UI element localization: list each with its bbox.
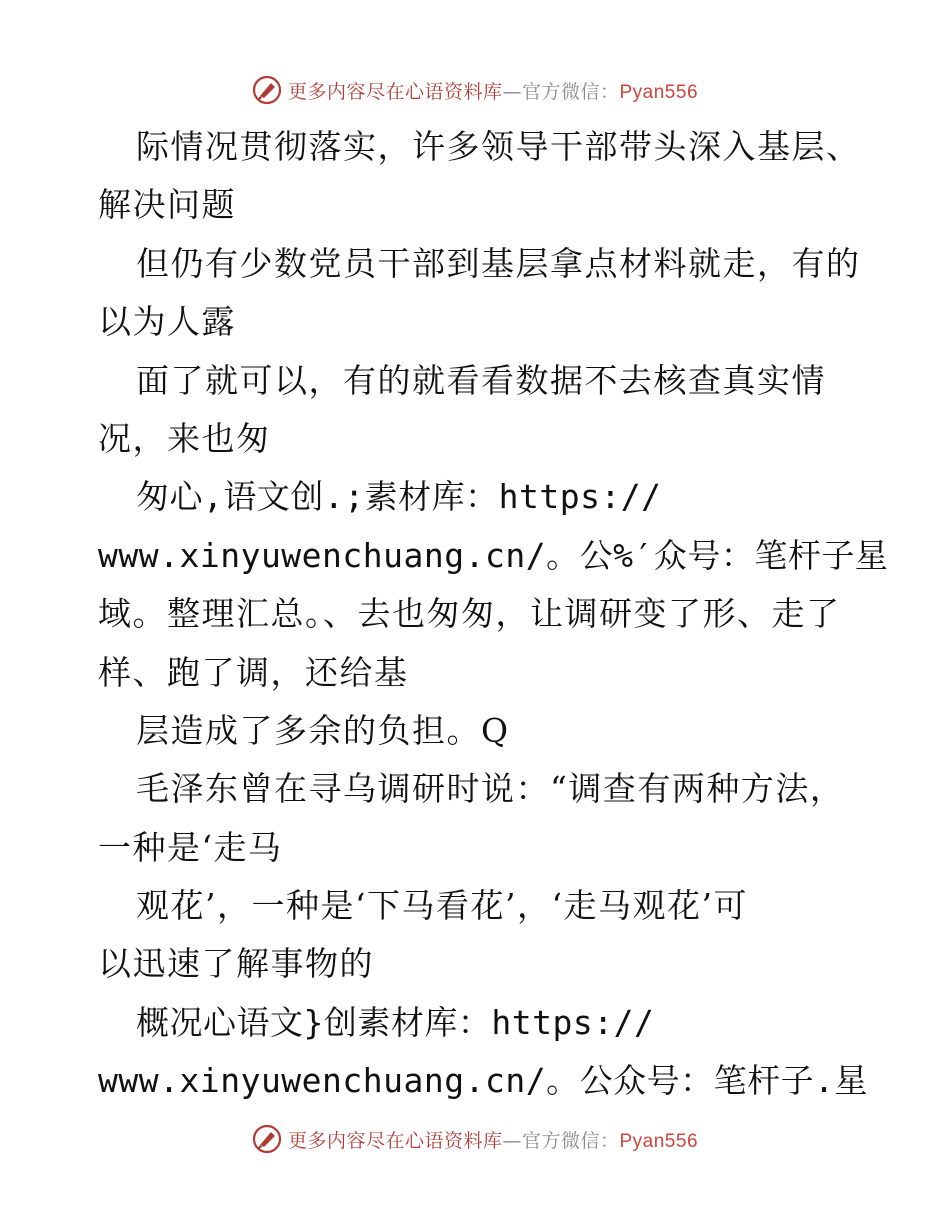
text-line: 但仍有少数党员干部到基层拿点材料就走，有的 xyxy=(136,243,861,283)
footer-watermark-banner xyxy=(0,1119,950,1159)
banner-dash: — xyxy=(502,80,522,103)
text-line: www.xinyuwenchuang.cn/。公众号：笔杆子.星 xyxy=(98,1061,868,1101)
pen-logo-icon xyxy=(252,1124,282,1154)
text-line: 观花’，一种是‘下马看花’，‘走马观花’可 xyxy=(136,886,748,926)
banner-wechat-label: 官方微信： xyxy=(521,80,620,103)
text-line: 以迅速了解事物的 xyxy=(98,944,374,984)
banner-text xyxy=(288,77,698,104)
text-line: 匆心,语文创.;素材库：https:// xyxy=(136,477,662,517)
banner-main-text: 更多内容尽在心语资料库 xyxy=(287,80,503,103)
document-body xyxy=(98,118,889,1111)
text-line: 面了就可以，有的就看看数据不去核查真实情 xyxy=(136,360,826,400)
pen-logo-icon xyxy=(252,75,282,105)
text-line: 际情况贯彻落实，许多领导干部带头深入基层、 xyxy=(136,127,861,166)
text-line: 样、跑了调，还给基 xyxy=(98,652,409,692)
text-line: 一种是‘走马 xyxy=(98,827,283,867)
text-line: 概况心语文}创素材库：https:// xyxy=(136,1002,655,1042)
banner-text xyxy=(288,1126,698,1153)
text-line: 毛泽东曾在寻乌调研时说：“调查有两种方法， xyxy=(136,769,845,809)
banner-dash: — xyxy=(502,1129,522,1152)
banner-wechat-id: Pyan556 xyxy=(619,1130,699,1152)
banner-wechat-id: Pyan556 xyxy=(619,81,699,103)
text-line: 况，来也匆 xyxy=(98,418,271,458)
banner-main-text: 更多内容尽在心语资料库 xyxy=(287,1129,503,1152)
text-line: 域。整理汇总。、去也匆匆，让调研变了形、走了 xyxy=(98,594,841,634)
text-line: 以为人露 xyxy=(98,302,236,342)
text-line: 解决问题 xyxy=(98,185,236,225)
text-line: 层造成了多余的负担。Q xyxy=(136,710,510,750)
banner-wechat-label: 官方微信： xyxy=(521,1129,620,1152)
header-watermark-banner xyxy=(0,70,950,110)
text-line: www.xinyuwenchuang.cn/。公%′众号：笔杆子星 xyxy=(98,535,889,575)
